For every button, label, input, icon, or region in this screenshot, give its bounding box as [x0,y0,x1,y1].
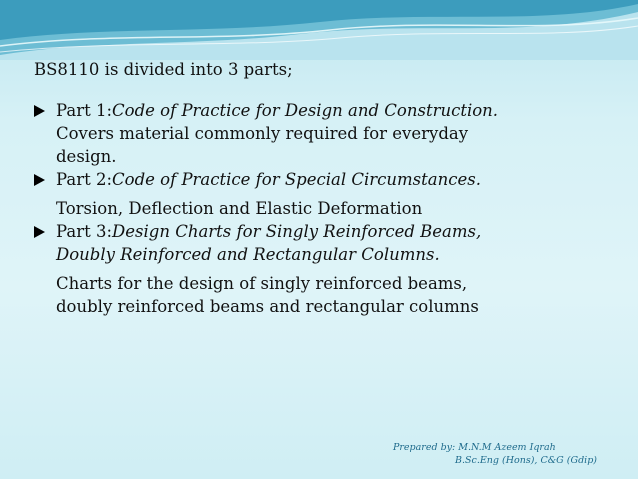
part-1-title: Code of Practice for Design and Construction. [112,101,499,120]
part-2-label: Part 2: [56,170,113,189]
part-1 [34,99,624,168]
part-3-title-line: Doubly Reinforced and Rectangular Columns. [56,245,440,264]
part-3 [34,220,624,318]
slide-body [34,58,624,318]
part-2-title: Code of Practice for Special Circumstances. [112,170,481,189]
part-2 [34,168,624,220]
author-qualification-line: B.Sc.Eng (Hons), C&G (Gdip) [455,455,597,466]
part-3-title: Design Charts for Singly Reinforced Beams, [112,222,482,241]
part-1-desc-line: design. [56,147,117,166]
author-credit-line: Prepared by: M.N.M Azeem Iqrah [393,442,556,453]
intro-text: BS8110 is divided into 3 parts; [34,60,293,79]
part-1-label: Part 1: [56,101,113,120]
author-credit [393,441,597,467]
part-1-desc-line: Covers material commonly required for everyday [56,124,469,143]
part-3-desc-line: doubly reinforced beams and rectangular columns [56,297,479,316]
part-2-desc-line: Torsion, Deflection and Elastic Deformation [56,199,423,218]
header-wave-decoration [0,0,638,60]
part-3-desc-line: Charts for the design of singly reinforced beams, [56,274,468,293]
part-3-label: Part 3: [56,222,113,241]
